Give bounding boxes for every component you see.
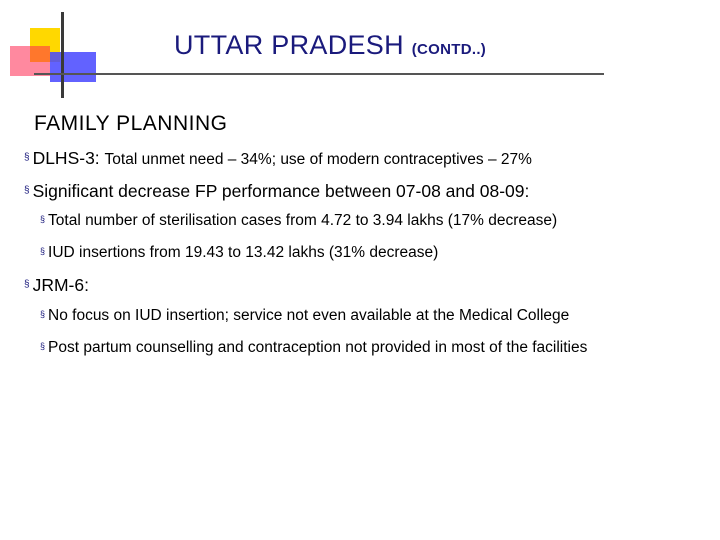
bullet-icon: §	[40, 340, 46, 351]
bullet-item-jrm	[24, 275, 89, 296]
bullet-lead: DLHS-3:	[32, 148, 105, 168]
sub-bullet-iud	[40, 244, 438, 262]
bullet-icon: §	[40, 213, 46, 224]
title-underline	[34, 73, 604, 75]
decorative-red-square	[10, 46, 50, 76]
bullet-icon: §	[40, 245, 46, 256]
bullet-icon: §	[24, 184, 30, 196]
sub-bullet-post-partum	[40, 339, 587, 357]
bullet-text: Post partum counselling and contraception not provided in most of the facilities	[48, 339, 588, 356]
bullet-icon: §	[24, 278, 30, 290]
sub-bullet-sterilisation	[40, 212, 557, 230]
bullet-text: Total unmet need – 34%; use of modern contraceptives – 27%	[104, 151, 532, 168]
decorative-vertical-line	[61, 12, 64, 98]
title-main: UTTAR PRADESH	[174, 30, 404, 60]
bullet-text: Total number of sterilisation cases from 4.72 to 3.94 lakhs (17% decrease)	[48, 212, 558, 229]
slide-title	[174, 30, 486, 61]
section-heading: FAMILY PLANNING	[34, 112, 228, 135]
bullet-icon: §	[24, 151, 30, 163]
bullet-text: IUD insertions from 19.43 to 13.42 lakhs (31% decrease)	[48, 244, 439, 261]
bullet-item-dlhs	[24, 148, 532, 169]
bullet-lead: Significant decrease FP performance between 07-08 and 08-09:	[32, 181, 530, 201]
title-suffix: (CONTD..)	[411, 41, 487, 58]
decorative-blue-square	[50, 52, 96, 82]
bullet-icon: §	[40, 308, 46, 319]
bullet-text: No focus on IUD insertion; service not even available at the Medical College	[48, 307, 570, 324]
sub-bullet-no-focus-iud	[40, 307, 569, 325]
bullet-item-significant-decrease	[24, 181, 529, 202]
bullet-lead: JRM-6:	[32, 275, 89, 295]
